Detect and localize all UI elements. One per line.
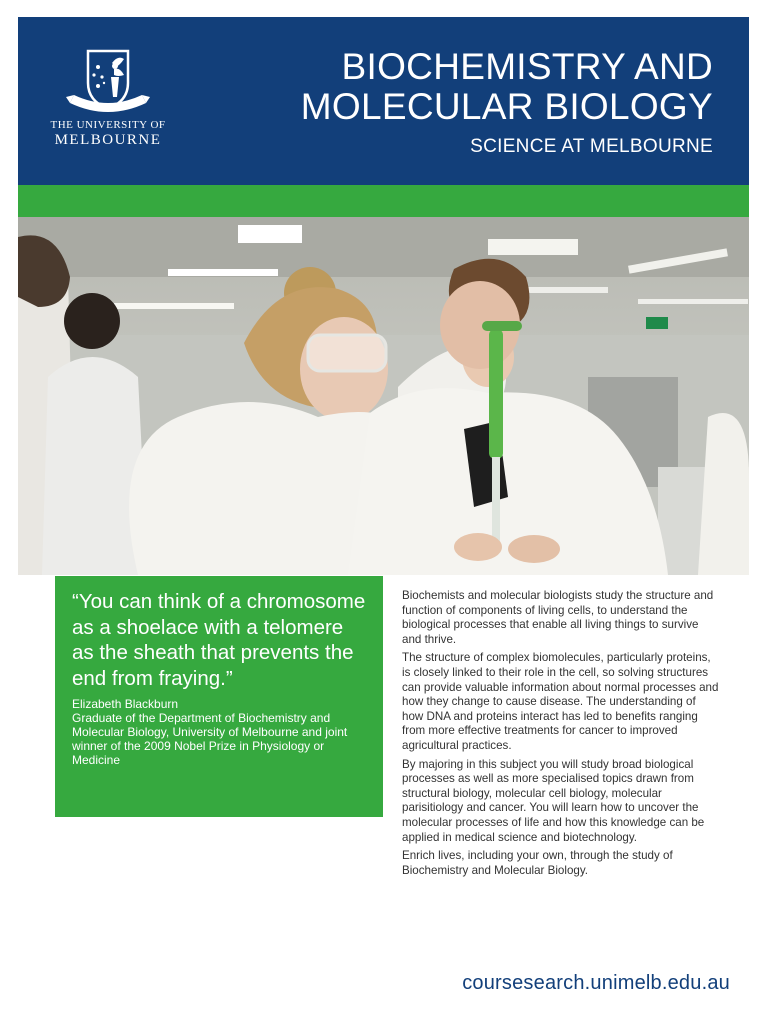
- body-copy: [402, 589, 720, 882]
- body-paragraph: The structure of complex biomolecules, particularly proteins, is closely linked to their role in the cell, so solving structures can provide valuable information about normal processes and how they change to cause disease. The understanding of how DNA and proteins interact has led to benefits ranging from more effective treatments for cancer to improved agricultural practices.: [402, 651, 719, 752]
- university-name-line2: MELBOURNE: [54, 132, 162, 148]
- university-crest-icon: [62, 45, 154, 117]
- lab-students-photo: [18, 217, 749, 575]
- page-title: BIOCHEMISTRY AND MOLECULAR BIOLOGY: [300, 46, 713, 127]
- quote-box: [55, 576, 383, 817]
- footer-url-link[interactable]: coursesearch.unimelb.edu.au: [462, 972, 730, 994]
- page-subtitle: SCIENCE AT MELBOURNE: [470, 136, 713, 157]
- pull-quote: “You can think of a chromosome as a shoelace with a telomere as the sheath that prevents the end from fraying.”: [72, 590, 366, 690]
- quote-author: Elizabeth Blackburn: [72, 697, 179, 711]
- quote-author-credit: Graduate of the Department of Biochemistry and Molecular Biology, University of Melbourne and joint winner of the 2009 Nobel Prize in Physiology or Medicine: [72, 711, 348, 767]
- title-block: [293, 47, 713, 158]
- body-paragraph: Biochemists and molecular biologists study the structure and function of components of living cells, to understand the biological processes that enable all living things to survive and thrive.: [402, 589, 714, 646]
- body-paragraph: By majoring in this subject you will study broad biological processes as well as more specialised topics drawn from structural biology, molecular cell biology, molecular parisitiology and cancer. You will learn how to uncover the molecular processes of life and how this knowledge can be applied in medical science and biotechnology.: [402, 757, 705, 844]
- header-banner: [18, 17, 749, 185]
- university-name-line1: THE UNIVERSITY OF: [50, 119, 166, 131]
- body-paragraph: Enrich lives, including your own, through the study of Biochemistry and Molecular Biology.: [402, 849, 673, 877]
- accent-bar: [18, 185, 749, 217]
- university-logo[interactable]: [46, 45, 170, 177]
